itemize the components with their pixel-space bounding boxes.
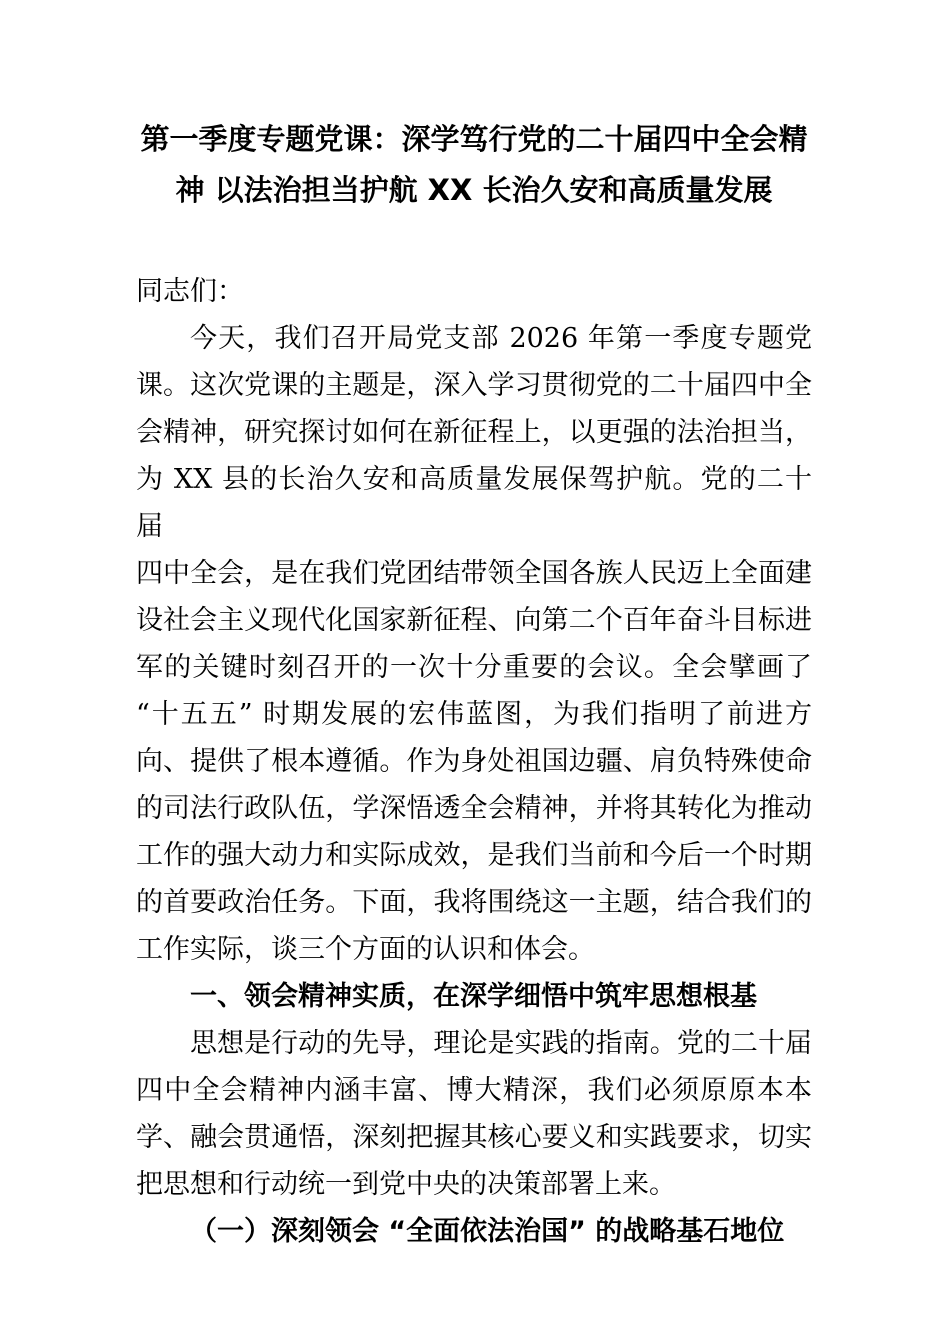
body-text-line: 向、提供了根本遵循。作为身处祖国边疆、肩负特殊使命 [136, 746, 812, 777]
document-title-line-1: 第一季度专题党课：深学笃行党的二十届四中全会精 [140, 122, 808, 156]
body-text-line: 今天，我们召开局党支部 2026 年第一季度专题党 [190, 323, 812, 354]
document-title [136, 0, 812, 216]
body-text-line: 四中全会，是在我们党团结带领全国各族人民迈上全面建 [136, 558, 812, 589]
body-text-line: 工作实际，谈三个方面的认识和体会。 [136, 934, 595, 965]
document-body [136, 268, 812, 1255]
body-text-line: 军的关键时刻召开的一次十分重要的会议。全会擘画了 [136, 652, 812, 683]
body-text-line: 会精神，研究探讨如何在新征程上，以更强的法治担当， [136, 417, 812, 448]
document-content [136, 0, 812, 1255]
body-text-line: 设社会主义现代化国家新征程、向第二个百年奋斗目标进 [136, 605, 812, 636]
body-text-line: 课。这次党课的主题是，深入学习贯彻党的二十届四中全 [136, 370, 812, 401]
body-text-line: 工作的强大动力和实际成效，是我们当前和今后一个时期 [136, 840, 812, 871]
subsection-heading: （一）深刻领会 “全面依法治国” 的战略基石地位 [190, 1216, 785, 1247]
body-text-line: 的首要政治任务。下面，我将围绕这一主题，结合我们的 [136, 887, 812, 918]
body-text-line: 的司法行政队伍，学深悟透全会精神，并将其转化为推动 [136, 793, 812, 824]
section-heading: 一、领会精神实质，在深学细悟中筑牢思想根基 [190, 981, 757, 1012]
body-text-line: 为 XX 县的长治久安和高质量发展保驾护航。党的二十届 [136, 464, 812, 542]
body-text-line: “十五五” 时期发展的宏伟蓝图，为我们指明了前进方 [136, 699, 812, 730]
body-text-line: 把思想和行动统一到党中央的决策部署上来。 [136, 1169, 676, 1200]
body-text-line: 思想是行动的先导，理论是实践的指南。党的二十届 [190, 1028, 812, 1059]
body-text-line: 同志们： [136, 276, 244, 307]
document-title-line-2: 神 以法治担当护航 XX 长治久安和高质量发展 [175, 173, 773, 207]
body-text-line: 学、融会贯通悟，深刻把握其核心要义和实践要求，切实 [136, 1122, 812, 1153]
body-text-line: 四中全会精神内涵丰富、博大精深，我们必须原原本本 [136, 1075, 812, 1106]
